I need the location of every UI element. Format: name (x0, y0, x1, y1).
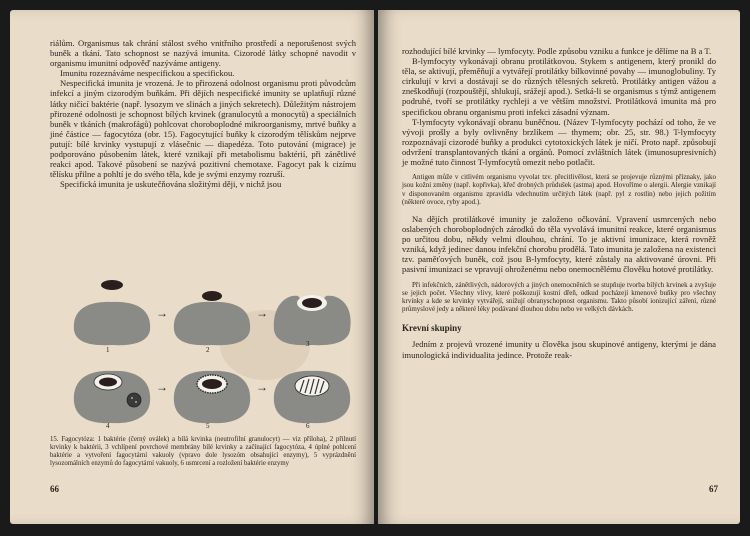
figure-cell-2 (168, 278, 258, 348)
left-paragraph: Nespecifická imunita je vrozená. Je to přirozená odolnost organismu proti původcům infekcí a jiným cizorodým buňkám. Při dějích nespecifické imunity se uplatňují různé látky ničící baktérie (např. lysozym ve slinách a jiných sekretech). Důležitým nástrojem přirozené odolnosti je schopnost bílých krvinek (granulocytů a monocytů) a speciálních buněk v tkáních (makrofágů) pohlcovat choroboplodné mikroorganismy, mrtvé buňky a jiné částice — fagocytóza (obr. 15). Fagocytující buňky k cizorodým tělískům nejprve putují: bílé krvinky vystupují z vlásečnic — diapedéza. Toto putování (migrace) je podporováno působením látek, které vznikají při metabolismu baktérií, při zánětlivé reakci apod. Takové působení se nazývá pozitivní chemotaxe. Fagocyt pak k cizímu tělísku přilne a pohltí je do svého těla, kde je svými enzymy rozruší. (50, 78, 356, 180)
arrow-icon: → (156, 306, 168, 320)
figure-cell-4 (68, 358, 158, 428)
figure-label: 3 (306, 340, 310, 348)
figure-cell-6 (268, 358, 358, 428)
right-paragraph: B-lymfocyty vykonávají obranu protilátkovou. Stykem s antigenem, který pronikl do těla, se aktivují, přeměňují a vytvářejí protilátky bílkovinné povahy — imunoglobuliny. Ty cirkulují v krvi a dostávají se do různých tělesných sekretů. Protilátky antigen vážou a zneškodňují (rozpouštějí, shlukují, srážejí apod.). Setká-li se organismus s týmž antigenem podruhé, tvoří se protilátky rychleji a ve větším množství. Protilátková imunita má pro specifickou obranu organismu proti infekci zásadní význam. (402, 56, 716, 117)
figure-label: 6 (306, 422, 310, 430)
figure-label: 4 (106, 422, 110, 430)
right-paragraph: T-lymfocyty vykonávají obranu buněčnou. (Název T-lymfocyty pochází od toho, že ve vývoji prošly a byly ovlivněny brzlíkem — thymem; obr. 25, str. 98.) T-lymfocyty rozpoznávají cizorodé buňky a produkci cytotoxických látek je ničí. Proto např. způsobují odvržení transplantovaných tkání a orgánů. Pomocí zvláštních látek (imunosupresivních) je možné tuto činnost T-lymfocytů omezit nebo potlačit. (402, 116, 716, 168)
figure-label: 2 (206, 346, 210, 354)
right-text-block (402, 46, 716, 360)
left-text-block (50, 38, 356, 189)
figure-cell-3 (268, 276, 358, 348)
section-heading: Krevní skupiny (402, 323, 462, 334)
arrow-icon: → (156, 380, 168, 394)
left-page (10, 10, 374, 524)
figure-cell-5 (168, 358, 258, 428)
arrow-icon: → (256, 380, 268, 394)
left-paragraph: Specifická imunita je uskutečňována složitými ději, v nichž jsou (60, 179, 282, 190)
small-print-note: Antigen může v citlivém organismu vyvolat tzv. přecitlivělost, která se projevuje různými příznaky, jako jsou kožní změny (např. kopřivka), křeč drobných průdušek (astma) apod. Hovoříme o alergii. Alergie vznikají v disponovaném organismu zpravidla vdechnutím určitých látek (např. pyl z rostlin) nebo jejich požitím (některé ovoce, ryby apod.). (402, 173, 716, 206)
figure-cell-1 (68, 278, 158, 348)
figure-label: 1 (106, 346, 110, 354)
small-print-note: Při infekčních, zánětlivých, nádorových a jiných onemocněních se stupňuje tvorba bílých krvinek a zvyšuje se jejich počet. Všechny vlivy, které poškozují kostní dřeň, odkud pocházejí kmenové buňky pro všechny krvinky a kde se krvinky vytvářejí, snižují obranyschopnost organismu. Takto působí ionizující záření, různé průmyslové jedy a některé léky podávané dlouhou dobu nebo ve velkých dávkách. (402, 280, 716, 314)
right-paragraph: Na dějích protilátkové imunity je založeno očkování. Vpravení usmrcených nebo oslabených choroboplodných zárodků do těla vyvolává imunitní reakce, které organismus po určitou dobu, někdy velmi dlouhou, chrání. To je aktivní imunizace, která rovněž vzniká, když jedinec danou infekční chorobu prodělá. Tato imunita je založena na existenci tzv. paměťových buněk, což jsou B-lymfocyty, které zůstaly na aktivované úrovni. Při pasivní imunizaci se vpravují ohroženému nebo onemocnělému člověku hotové protilátky. (402, 213, 716, 275)
page-number-left: 66 (50, 484, 59, 494)
figure-label: 5 (206, 422, 210, 430)
right-paragraph: Jedním z projevů vrozené imunity u člověka jsou skupinové antigeny, kterými je dána imunologická individualita jedince. Protože reak- (402, 339, 716, 360)
right-paragraph: rozhodující bílé krvinky — lymfocyty. Podle způsobu vzniku a funkce je dělíme na B a T. (402, 46, 712, 56)
left-paragraph: riálům. Organismus tak chrání stálost svého vnitřního prostředí a neporušenost svých buněk a tkání. Tato schopnost se nazývá imunita. Cizorodé látky schopné navodit v organismu imunitní odpověď nazýváme antigeny. (50, 38, 356, 69)
figure-caption: 15. Fagocytóza: 1 baktérie (černý oválek) a bílá krvinka (neutrofilní granulocyt) — viz příloha), 2 přilnutí krvinky k baktérii, 3 vchlípení povrchové membrány bílé krvinky a začínající fagocytóza, 4 úplné pohlcení baktérie a vytvoření fagocytární vakuoly (vpravo dole lysozóm obsahující enzymy), 5 vyprázdnění lysozomálních enzymů do fagocytární vakuoly, 6 usmrcení a rozložení baktérie enzymy (50, 436, 356, 467)
page-number-right: 67 (709, 484, 718, 494)
right-page (378, 10, 740, 524)
arrow-icon: → (256, 306, 268, 320)
left-paragraph: Imunitu rozeznáváme nespecifickou a specifickou. (60, 68, 235, 79)
